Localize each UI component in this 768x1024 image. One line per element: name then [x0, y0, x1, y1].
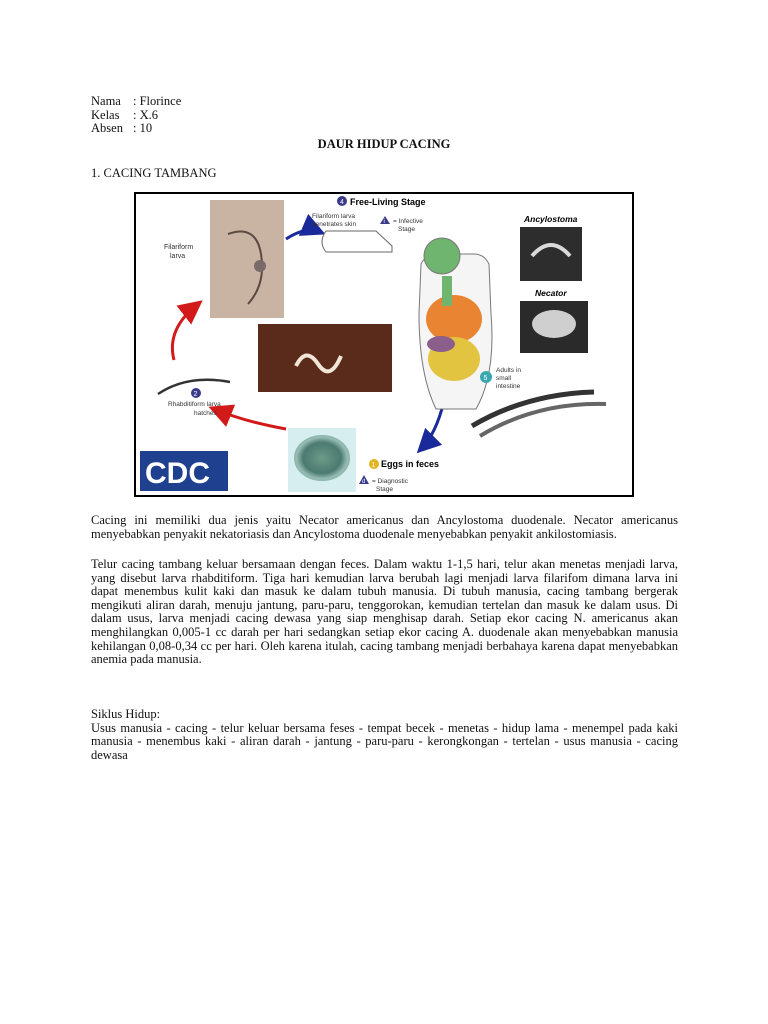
adult-worm-1 [472, 392, 594, 426]
diagnostic-label-1: = Diagnostic [372, 478, 408, 485]
necator-mouth [532, 310, 576, 338]
stage2-caption-1: Rhabditiform larva [168, 401, 221, 408]
stage5-caption-3: intestine [496, 383, 521, 390]
absen-value: : 10 [133, 121, 153, 135]
kelas-label: Kelas [91, 107, 120, 122]
filariform-photo [210, 200, 284, 318]
nama-value: : Florince [133, 94, 182, 108]
cycle-heading: Siklus Hidup: [91, 707, 161, 721]
paragraph-cycle-summary [91, 708, 678, 762]
stomach [427, 336, 455, 352]
kelas-value: : X.6 [133, 107, 158, 122]
lungs [426, 295, 482, 343]
stage2-number: 2 [193, 391, 198, 398]
human-head [424, 238, 460, 274]
kelas-row [91, 109, 181, 123]
cycle-steps: Usus manusia - cacing - telur keluar bersama feses - tempat becek - menetas - hidup lama - menempel pada kaki manusia - menembus kaki - aliran darah - jantung - paru-paru - kerongkongan - tertelan - usus manusia - cacing dewasa [91, 720, 678, 762]
nama-label: Nama [91, 94, 121, 108]
stage5-caption-1: Adults in [496, 367, 521, 374]
arrow-to-rhabditiform [214, 409, 286, 429]
arrow-to-filariform [172, 304, 198, 360]
diagnostic-symbol: d [362, 479, 366, 485]
infective-symbol: i [383, 219, 385, 225]
ancylostoma-label: Ancylostoma [524, 214, 578, 224]
debris-mark [254, 260, 266, 272]
hookworm-lifecycle-figure [134, 192, 634, 497]
infective-label-2: Stage [398, 226, 415, 233]
infective-label-1: = Infective [393, 218, 423, 225]
diagnostic-label-2: Stage [376, 486, 393, 493]
stage4-title: Free-Living Stage [350, 197, 426, 207]
section-heading: 1. CACING TAMBANG [91, 166, 217, 180]
stage4-number: 4 [340, 199, 344, 206]
stage1-number: 1 [371, 462, 376, 469]
student-info [91, 95, 181, 136]
document-title: DAUR HIDUP CACING [317, 137, 451, 151]
arrow-to-skin [286, 230, 320, 239]
stage5-number: 5 [483, 375, 488, 382]
filariform-label-2: larva [170, 253, 186, 260]
infective-symbol-triangle [380, 216, 390, 224]
necator-label: Necator [535, 288, 567, 298]
stage4-caption-1: Filariform larva [312, 213, 355, 220]
paragraph-lifecycle: Telur cacing tambang keluar bersamaan dengan feces. Dalam waktu 1-1,5 hari, telur akan menetas menjadi larva, yang disebut larva rhabditiform. Tiga hari kemudian larva berubah lagi menjadi larva filarifom dimana larva ini dapat menembus kulit kaki dan masuk ke dalam tubuh manusia. Di tubuh manusia, cacing tambang bergerak mengikuti aliran darah, menuju jantung, paru-paru, tenggorokan, kemudian tertelan dan masuk ke dalam usus. Di dalam usus, larva menjadi cacing dewasa yang siap menghisap darah. Setiap ekor cacing N. americanus akan menghilangkan 0,005-1 cc darah per hari sedangkan setiap ekor cacing A. duodenale akan menyebabkan manusia kehilangan 0,08-0,34 cc per hari. Oleh karena itulah, cacing tambang menjadi berbahaya karena dapat menyebabkan anemia pada manusia. [91, 557, 678, 667]
stage4-caption-2: penetrates skin [312, 221, 357, 228]
throat [442, 276, 452, 306]
lifecycle-diagram [136, 194, 632, 495]
larvae-photo [258, 324, 392, 392]
stage5-caption-2: small [496, 375, 512, 382]
stage2-caption-2: hatches [194, 410, 217, 417]
adult-worm-2 [480, 404, 606, 436]
filariform-label-1: Filariform [164, 244, 194, 251]
foot-drawing [322, 231, 392, 252]
egg [295, 436, 349, 480]
paragraph-types: Cacing ini memiliki dua jenis yaitu Necator americanus dan Ancylostoma duodenale. Necator americanus menyebabkan penyakit nekatoriasis dan Ancylostoma duodenale menyebabkan penyakit ankilostomiasis. [91, 513, 678, 541]
nama-row [91, 95, 181, 109]
cdc-logo-text: CDC [145, 457, 210, 490]
ancylostoma-photo [520, 227, 582, 281]
absen-label: Absen [91, 121, 123, 135]
absen-row [91, 122, 181, 136]
stage1-title: Eggs in feces [381, 459, 440, 469]
